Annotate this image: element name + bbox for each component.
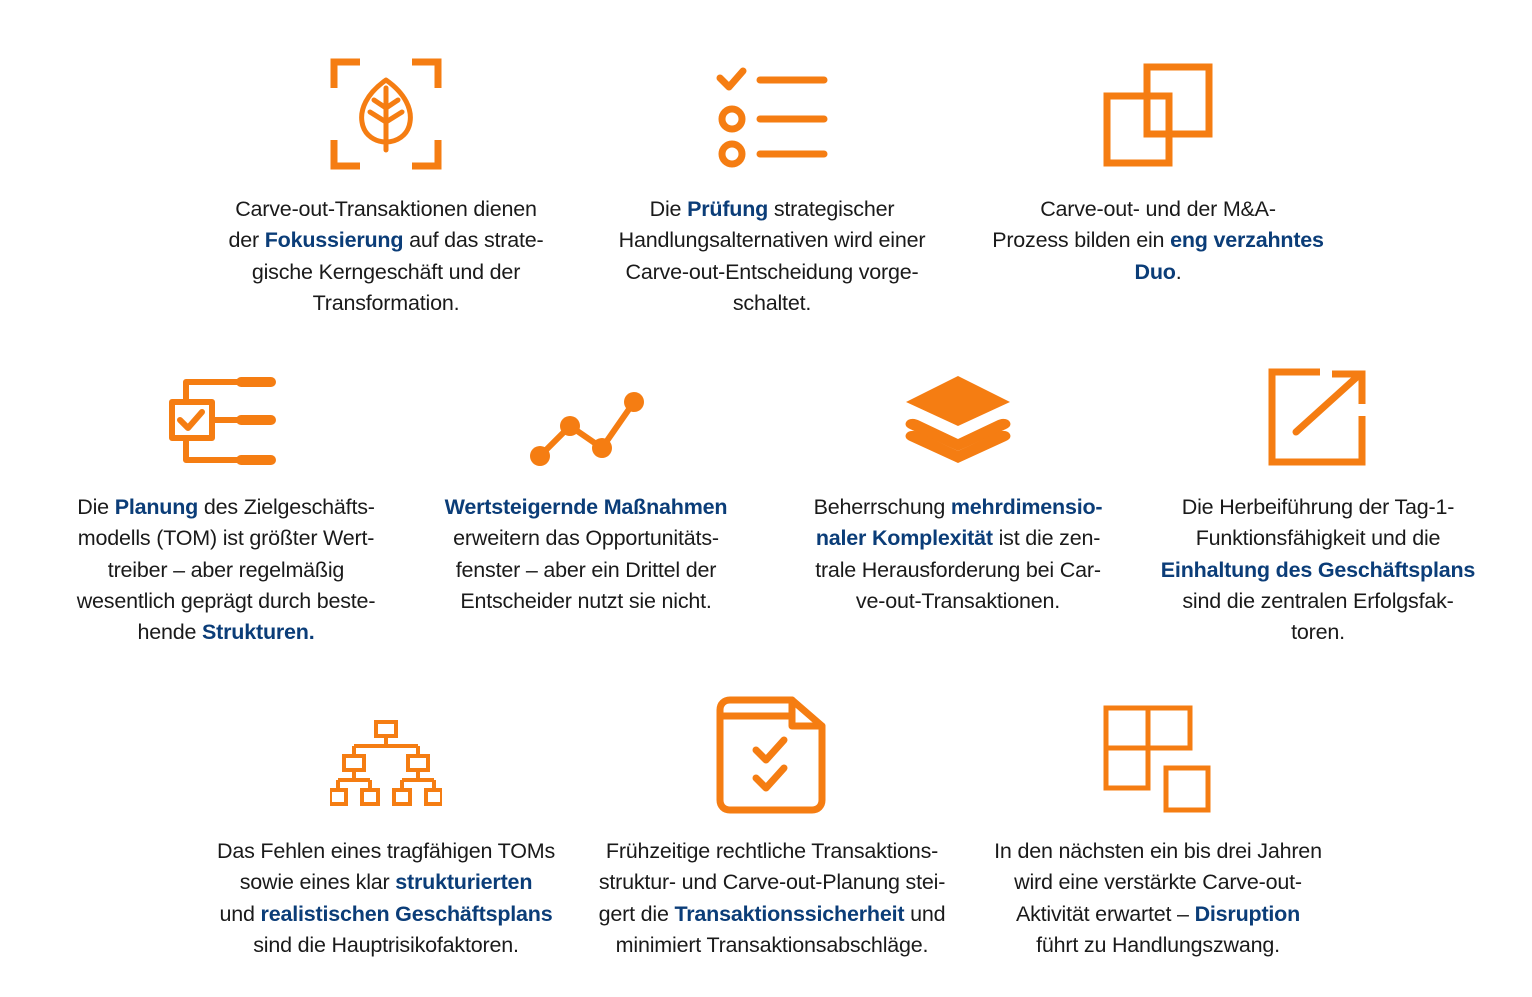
body-text: Entscheider nutzt sie nicht. — [460, 588, 712, 613]
body-text: Prozess bilden ein — [992, 228, 1171, 253]
text-line — [206, 257, 566, 288]
body-text: gische Kerngeschäft und der — [251, 259, 521, 284]
body-text: . — [1175, 259, 1182, 284]
card-text — [406, 492, 766, 617]
card-text — [978, 836, 1338, 961]
body-text: treiber – aber regelmäßig — [107, 557, 345, 582]
text-line — [1138, 555, 1498, 586]
text-line — [46, 523, 406, 554]
body-text: wird eine verstärkte Carve-out- — [1014, 870, 1302, 895]
body-text: Carve-out-Entscheidung vorge- — [625, 259, 919, 284]
org-checkbox-icon — [166, 368, 286, 468]
text-line — [592, 867, 952, 898]
body-text: sind die zentralen Erfolgsfak- — [1182, 588, 1454, 613]
text-line — [1138, 492, 1498, 523]
text-line — [778, 492, 1138, 523]
text-line — [978, 836, 1338, 867]
body-text: trale Herausforderung bei Car- — [815, 557, 1101, 582]
text-line — [778, 555, 1138, 586]
body-text: struktur- und Carve-out-Planung stei- — [598, 870, 946, 895]
body-text: ist die zen- — [992, 526, 1101, 551]
text-line — [592, 257, 952, 288]
text-line — [592, 194, 952, 225]
card-disruption — [978, 696, 1338, 966]
body-text: fenster – aber ein Drittel der — [455, 557, 717, 582]
body-text: Die — [77, 495, 115, 519]
card-pruefung — [592, 58, 952, 318]
body-text: und — [219, 901, 261, 926]
card-wertsteigernde-massnahmen — [406, 368, 766, 628]
card-text — [592, 194, 952, 319]
card-text — [1138, 492, 1498, 648]
text-line — [978, 899, 1338, 930]
card-text — [592, 836, 952, 961]
body-text: modells (TOM) ist größter Wert- — [77, 526, 375, 551]
text-line — [406, 555, 766, 586]
text-line — [406, 492, 766, 523]
layers-icon — [898, 368, 1018, 468]
external-arrow-icon — [1268, 368, 1368, 468]
body-text: ve-out-Transaktionen. — [855, 588, 1061, 613]
highlighted-text: Planung — [114, 495, 199, 519]
text-line — [406, 586, 766, 617]
card-fehlen-tom — [206, 696, 566, 966]
body-text: Das Fehlen eines tragfähigen TOMs — [217, 839, 555, 863]
card-fokussierung — [206, 58, 566, 318]
card-komplexitaet — [778, 368, 1138, 628]
card-planung — [46, 368, 406, 658]
highlighted-text: Transaktionssicherheit — [674, 901, 905, 926]
card-transaktionssicherheit — [592, 696, 952, 966]
text-line — [978, 867, 1338, 898]
body-text: Handlungsalternativen wird einer — [618, 228, 926, 253]
body-text: der — [228, 228, 265, 253]
highlighted-text: Prüfung — [687, 197, 769, 221]
text-line — [978, 225, 1338, 256]
card-tag1 — [1138, 368, 1498, 658]
text-line — [46, 492, 406, 523]
highlighted-text: Einhaltung des Geschäftsplans — [1160, 557, 1476, 582]
body-text: sind die Hauptrisikofaktoren. — [253, 932, 519, 957]
card-text — [46, 492, 406, 648]
leaf-focus-icon — [330, 58, 442, 170]
body-text: strategischer — [768, 197, 895, 221]
highlighted-text: strukturierten — [395, 870, 533, 895]
highlighted-text: Wertsteigernde Maßnahmen — [444, 495, 728, 519]
body-text: Transformation. — [312, 290, 460, 315]
card-text — [206, 836, 566, 961]
text-line — [592, 930, 952, 961]
body-text: des Zielgeschäfts- — [198, 495, 375, 519]
hierarchy-icon — [330, 696, 442, 816]
text-line — [592, 836, 952, 867]
text-line — [46, 617, 406, 648]
text-line — [206, 288, 566, 319]
body-text: Frühzeitige rechtliche Transaktions- — [605, 839, 939, 863]
card-text — [778, 492, 1138, 617]
body-text: wesentlich geprägt durch beste- — [76, 588, 376, 613]
body-text: und — [904, 901, 946, 926]
text-line — [978, 257, 1338, 288]
card-text — [206, 194, 566, 319]
grid-squares-icon — [1102, 696, 1214, 816]
highlighted-text: mehrdimensio- — [950, 495, 1103, 519]
text-line — [206, 899, 566, 930]
text-line — [1138, 523, 1498, 554]
checklist-icon — [716, 58, 828, 170]
text-line — [206, 930, 566, 961]
highlighted-text: naler Komplexität — [815, 526, 993, 551]
text-line — [592, 288, 952, 319]
body-text: minimiert Transaktionsabschläge. — [615, 932, 929, 957]
body-text: hende — [137, 620, 203, 645]
text-line — [406, 523, 766, 554]
text-line — [46, 555, 406, 586]
line-chart-icon — [526, 368, 646, 468]
body-text: Aktivität erwartet – — [1015, 901, 1195, 926]
body-text: erweitern das Opportunitäts- — [453, 526, 719, 551]
body-text: Die — [649, 197, 688, 221]
body-text: Beherrschung — [813, 495, 951, 519]
text-line — [206, 867, 566, 898]
body-text: Die Herbeiführung der Tag-1- — [1181, 495, 1455, 519]
text-line — [46, 586, 406, 617]
document-check-icon — [716, 696, 828, 816]
interlocked-squares-icon — [1102, 58, 1214, 170]
body-text: auf das strate- — [403, 228, 544, 253]
highlighted-text: realistischen Geschäftsplans — [260, 901, 553, 926]
body-text: In den nächsten ein bis drei Jahren — [994, 839, 1322, 863]
body-text: sowie eines klar — [239, 870, 396, 895]
text-line — [592, 899, 952, 930]
text-line — [1138, 617, 1498, 648]
body-text: Carve-out-Transaktionen dienen — [235, 197, 537, 221]
body-text: Carve-out- und der M&A- — [1040, 197, 1276, 221]
text-line — [778, 523, 1138, 554]
text-line — [592, 225, 952, 256]
body-text: toren. — [1291, 620, 1345, 645]
body-text: Funktionsfähigkeit und die — [1195, 526, 1441, 551]
highlighted-text: eng verzahntes — [1170, 228, 1324, 253]
text-line — [206, 225, 566, 256]
body-text: schaltet. — [732, 290, 812, 315]
highlighted-text: Duo — [1134, 259, 1176, 284]
text-line — [206, 836, 566, 867]
text-line — [978, 194, 1338, 225]
highlighted-text: Strukturen. — [202, 620, 315, 645]
highlighted-text: Disruption — [1194, 901, 1301, 926]
body-text: führt zu Handlungszwang. — [1036, 932, 1280, 957]
card-verzahntes-duo — [978, 58, 1338, 318]
text-line — [206, 194, 566, 225]
text-line — [978, 930, 1338, 961]
highlighted-text: Fokussierung — [264, 228, 404, 253]
body-text: gert die — [598, 901, 675, 926]
text-line — [778, 586, 1138, 617]
card-text — [978, 194, 1338, 288]
text-line — [1138, 586, 1498, 617]
